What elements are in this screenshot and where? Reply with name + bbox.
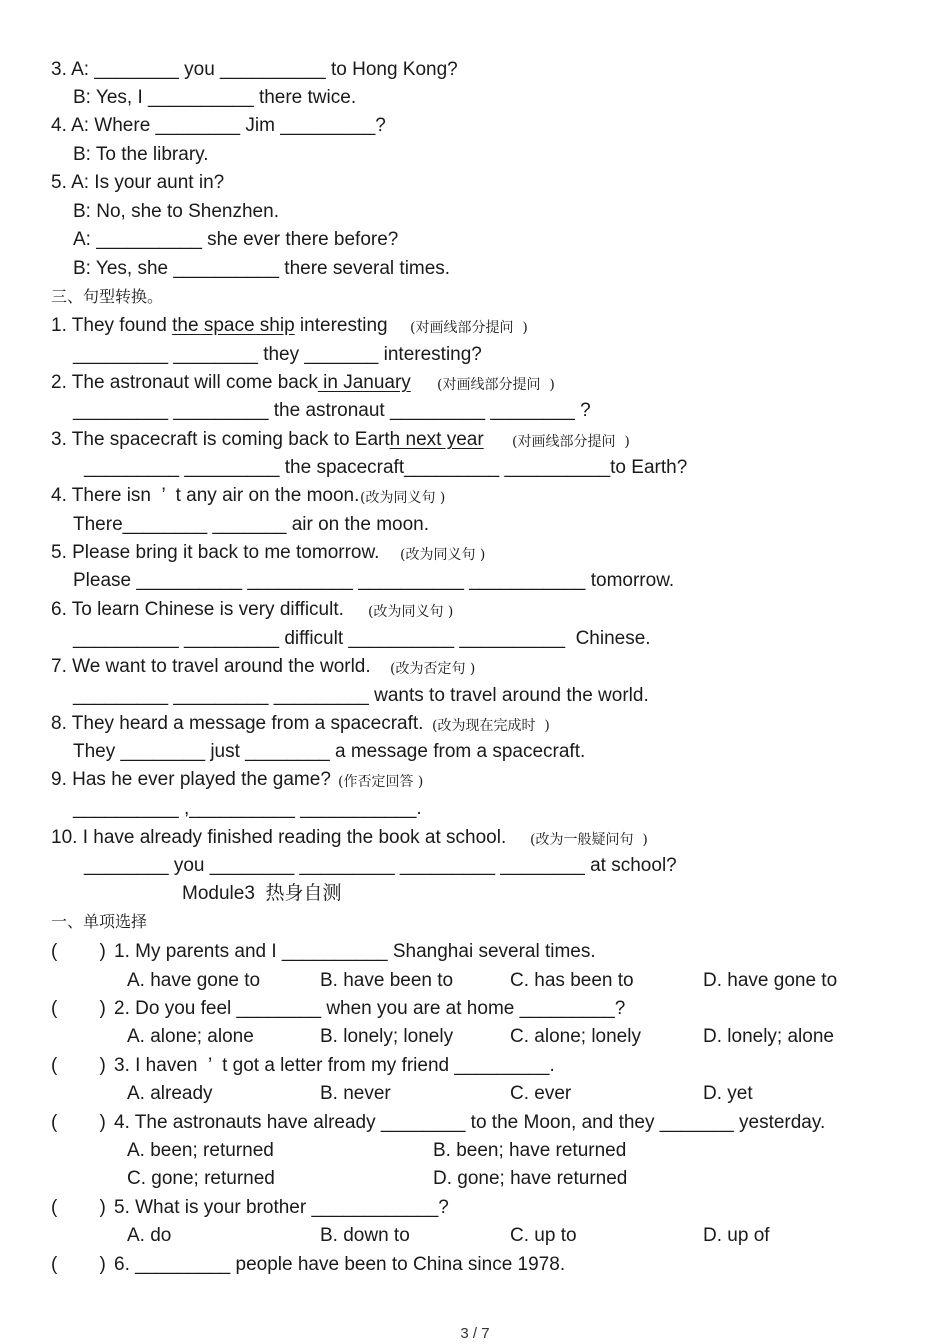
exercise-instruction: (对画线部分提问 ) [512,434,630,450]
answer-bracket: ( ) [51,1055,106,1076]
underlined-phrase: in January [317,372,411,393]
exercise-instruction: (对画线部分提问 ) [437,377,555,393]
dialogue-line: B: No, she to Shenzhen. [73,201,279,222]
exercise-instruction: (改为现在完成时 ) [432,718,550,734]
option: D. have gone to [703,970,838,991]
option: B. never [320,1083,391,1104]
answer-line: __________ _________ difficult __________ __________ Chinese. [73,628,651,649]
exercise-instruction: (改为同义句 ) [400,547,486,563]
question-stem: 2. Do you feel ________ when you are at home _________? [114,998,626,1019]
exercise-prompt: 1. They found the space ship interesting [51,315,388,336]
option: C. gone; returned [127,1168,275,1189]
option: C. ever [510,1083,572,1104]
exercise-prompt: 8. They heard a message from a spacecraft. [51,713,424,734]
option: B. down to [320,1225,410,1246]
answer-line: They ________ just ________ a message from a spacecraft. [73,741,586,762]
answer-bracket: ( ) [51,1254,106,1275]
exercise-prompt: 4. There isn ’ t any air on the moon. [51,485,360,506]
question-stem: 6. _________ people have been to China since 1978. [114,1254,566,1275]
answer-line: __________ ,__________ ___________. [73,798,422,819]
question-stem: 3. I haven ’ t got a letter from my friend _________. [114,1055,555,1076]
exercise-instruction: (改为同义句 ) [368,604,454,620]
section-heading: 三、句型转换。 [51,287,164,306]
option: D. yet [703,1083,753,1104]
exercise-instruction: (对画线部分提问 ) [410,320,528,336]
exercise-prompt: 3. The spacecraft is coming back to Earth next year [51,429,484,450]
answer-line: _________ _________ _________ wants to travel around the world. [73,685,649,706]
answer-line: ________ you ________ _________ _________ ________ at school? [84,855,677,876]
option: A. been; returned [127,1140,274,1161]
underlined-phrase: h next year [389,429,484,450]
exercise-prompt: 5. Please bring it back to me tomorrow. [51,542,380,563]
exercise-prompt: 9. Has he ever played the game? [51,769,331,790]
option: A. alone; alone [127,1026,254,1047]
option: A. do [127,1225,172,1246]
dialogue-line: B: Yes, I __________ there twice. [73,87,357,108]
question-stem: 1. My parents and I __________ Shanghai several times. [114,941,596,962]
option: B. been; have returned [433,1140,627,1161]
exercise-prompt: 2. The astronaut will come back in January [51,372,411,393]
exercise-instruction: (改为一般疑问句 ) [530,832,648,848]
answer-line: _________ ________ they _______ interesting? [73,344,482,365]
option: D. up of [703,1225,770,1246]
option: C. up to [510,1225,577,1246]
question-stem: 5. What is your brother ____________? [114,1197,449,1218]
option: A. have gone to [127,970,261,991]
option: C. has been to [510,970,634,991]
page-number: 3 / 7 [460,1325,490,1342]
dialogue-line: 4. A: Where ________ Jim _________? [51,115,386,136]
answer-bracket: ( ) [51,998,106,1019]
option: C. alone; lonely [510,1026,641,1047]
question-stem: 4. The astronauts have already ________ to the Moon, and they _______ yesterday. [114,1112,826,1133]
answer-line: There________ _______ air on the moon. [73,514,429,535]
answer-bracket: ( ) [51,941,106,962]
option: B. lonely; lonely [320,1026,454,1047]
dialogue-line: 5. A: Is your aunt in? [51,172,225,193]
answer-bracket: ( ) [51,1197,106,1218]
answer-line: _________ _________ the astronaut _________ ________ ? [73,400,591,421]
dialogue-line: B: Yes, she __________ there several times. [73,258,451,279]
exercise-instruction: (改为同义句 ) [360,490,446,506]
exercise-prompt: 10. I have already finished reading the book at school. [51,827,507,848]
answer-bracket: ( ) [51,1112,106,1133]
option: D. gone; have returned [433,1168,628,1189]
answer-line: Please __________ __________ __________ ___________ tomorrow. [73,570,675,591]
exercise-prompt: 6. To learn Chinese is very difficult. [51,599,344,620]
option: D. lonely; alone [703,1026,834,1047]
option: B. have been to [320,970,454,991]
dialogue-line: A: __________ she ever there before? [73,229,399,250]
dialogue-line: B: To the library. [73,144,209,165]
section-heading: 一、单项选择 [51,912,148,931]
option: A. already [127,1083,213,1104]
dialogue-line: 3. A: ________ you __________ to Hong Kong? [51,59,458,80]
exercise-prompt: 7. We want to travel around the world. [51,656,371,677]
exercise-instruction: (改为否定句 ) [390,661,476,677]
answer-line: _________ _________ the spacecraft_________ __________to Earth? [84,457,688,478]
module-title: Module3 热身自测 [182,883,342,904]
underlined-phrase: the space ship [172,315,295,336]
exercise-instruction: (作否定回答 ) [338,774,424,790]
